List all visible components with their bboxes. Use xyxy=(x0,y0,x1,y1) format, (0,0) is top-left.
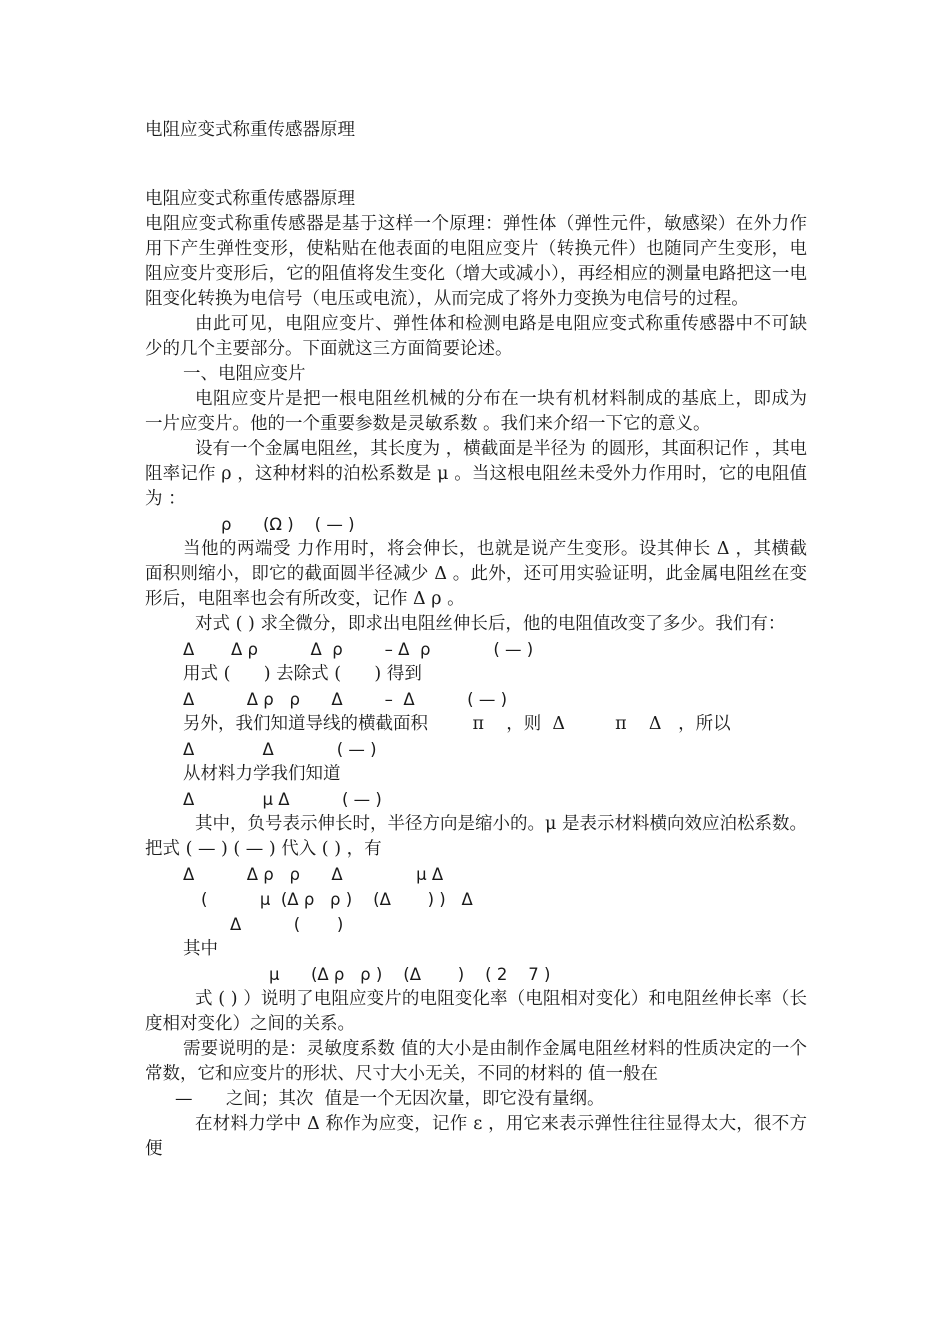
paragraph-relation: 式 ( ) ）说明了电阻应变片的电阻变化率（电阻相对变化）和电阻丝伸长率（长度相对变化）之间的关系。 xyxy=(145,989,807,1034)
formula-resistance: ρ (Ω ) ( — ) xyxy=(221,515,355,534)
formula-poisson: Δ μ Δ ( — ) xyxy=(183,790,382,809)
text-divide: 用式 ( ) 去除式 ( ) 得到 xyxy=(183,664,422,684)
paragraph-sensitivity: 需要说明的是：灵敏度系数 值的大小是由制作金属电阻丝材料的性质决定的一个常数，它和应变片的形状、尺寸大小无关，不同的材料的 值一般在 xyxy=(145,1039,807,1084)
text-mechanics: 从材料力学我们知道 xyxy=(183,764,341,784)
formula-substituted-2: ( μ (Δ ρ ρ ) (Δ ) ) Δ xyxy=(201,890,473,909)
paragraph-differential: 对式 ( ) 求全微分，即求出电阻丝伸长后，他的电阻值改变了多少。我们有： xyxy=(195,614,786,634)
formula-substituted-3: Δ ( ) xyxy=(230,915,344,934)
text-where: 其中 xyxy=(183,939,218,959)
paragraph-main-parts: 由此可见，电阻应变片、弹性体和检测电路是电阻应变式称重传感器中不可缺少的几个主要部分。下面就这三方面简要论述。 xyxy=(145,314,807,359)
text-dimensionless: — 之间；其次 值是一个无因次量，即它没有量纲。 xyxy=(175,1089,605,1109)
formula-area-change: Δ Δ ( — ) xyxy=(183,740,377,759)
section-heading: 电阻应变式称重传感器原理 xyxy=(145,189,355,209)
document-title: 电阻应变式称重传感器原理 xyxy=(145,120,355,140)
subheading-strain-gauge: 一、电阻应变片 xyxy=(183,364,306,384)
formula-relative-change: Δ Δ ρ ρ Δ – Δ ( — ) xyxy=(183,690,508,709)
paragraph-principle: 电阻应变式称重传感器是基于这样一个原理：弹性体（弹性元件，敏感梁）在外力作用下产生弹性变形，使粘贴在他表面的电阻应变片（转换元件）也随同产生变形，电阻应变片变形后，它的阻值将发生变化（增大或减小），再经相应的测量电路把这一电阻变化转换为电信号（电压或电流），从而完成了将外力变换为电信号的过程。 xyxy=(145,214,807,309)
formula-gauge-factor: μ (Δ ρ ρ ) (Δ ) ( 2 7 ) xyxy=(269,965,551,984)
text-cross-section: 另外，我们知道导线的横截面积 π ，则 Δ π Δ ，所以 xyxy=(183,714,731,734)
paragraph-deformation: 当他的两端受 力作用时，将会伸长，也就是说产生变形。设其伸长 Δ ，其横截面积则缩小，即它的截面圆半径减少 Δ 。此外，还可用实验证明，此金属电阻丝在变形后，电阻率也会有所改变，记作 Δ ρ 。 xyxy=(145,539,807,609)
formula-differential: Δ Δ ρ Δ ρ – Δ ρ ( — ) xyxy=(183,640,534,659)
document-body xyxy=(145,187,807,1162)
paragraph-resistance-wire: 设有一个金属电阻丝，其长度为 ，横截面是半径为 的圆形，其面积记作 ，其电阻率记作 ρ ，这种材料的泊松系数是 μ 。当这根电阻丝未受外力作用时，它的电阻值为 ： xyxy=(145,439,807,509)
paragraph-strain-gauge-intro: 电阻应变片是把一根电阻丝机械的分布在一块有机材料制成的基底上，即成为一片应变片。他的一个重要参数是灵敏系数 。我们来介绍一下它的意义。 xyxy=(145,389,807,434)
paragraph-strain: 在材料力学中 Δ 称作为应变，记作 ε ，用它来表示弹性往往显得太大，很不方便 xyxy=(145,1114,807,1159)
formula-substituted-1: Δ Δ ρ ρ Δ μ Δ xyxy=(183,865,444,884)
paragraph-substitution: 其中，负号表示伸长时，半径方向是缩小的。μ 是表示材料横向效应泊松系数。把式 ( — ) ( — ) 代入 ( ) ，有 xyxy=(145,814,807,859)
